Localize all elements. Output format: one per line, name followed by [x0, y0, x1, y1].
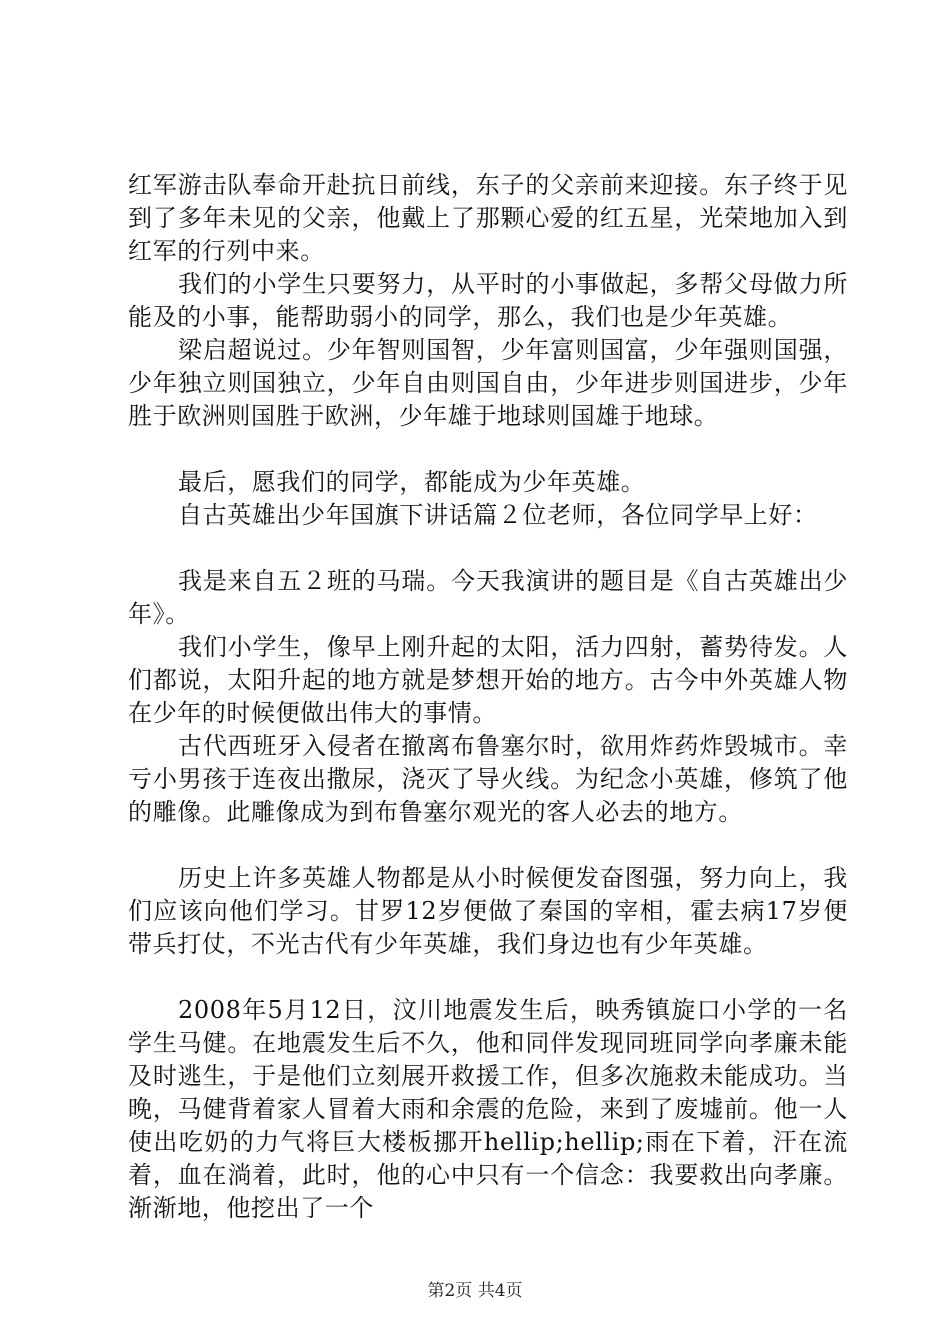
paragraph-speaker-intro: 我是来自五２班的马瑞。今天我演讲的题目是《自古英雄出少年》。 [128, 567, 848, 628]
paragraph-closing-wish: 最后，愿我们的同学，都能成为少年英雄。 [178, 468, 646, 496]
document-body [128, 169, 848, 1225]
paragraph-pupils-effort: 我们的小学生只要努力，从平时的小事做起，多帮父母做力所能及的小事，能帮助弱小的同学，那么，我们也是少年英雄。 [128, 270, 848, 331]
page-number-footer: 第2页 共4页 [427, 1281, 523, 1301]
paragraph-brussels-boy: 古代西班牙入侵者在撤离布鲁塞尔时，欲用炸药炸毁城市。幸亏小男孩于连夜出撒尿，浇灭了导火线。为纪念小英雄，修筑了他的雕像。此雕像成为到布鲁塞尔观光的客人必去的地方。 [128, 732, 848, 826]
paragraph-red-army: 红军游击队奉命开赴抗日前线，东子的父亲前来迎接。东子终于见到了多年未见的父亲，他戴上了那颗心爱的红五星，光荣地加入到红军的行列中来。 [128, 171, 848, 265]
paragraph-speech-title: 自古英雄出少年国旗下讲话篇２位老师，各位同学早上好： [178, 501, 818, 529]
paragraph-wenchuan-earthquake: 2008年5月12日，汶川地震发生后，映秀镇旋口小学的一名学生马健。在地震发生后不久，他和同伴发现同班同学向孝廉未能及时逃生，于是他们立刻展开救援工作，但多次施救未能成功。当晚，马健背着家人冒着大雨和余震的危险，来到了废墟前。他一人使出吃奶的力气将巨大楼板挪开hellip;hellip;雨在下着，汗在流着，血在淌着，此时，他的心中只有一个信念：我要救出向孝廉。渐渐地，他挖出了一个 [128, 996, 848, 1222]
paragraph-historic-heroes: 历史上许多英雄人物都是从小时候便发奋图强，努力向上，我们应该向他们学习。甘罗12岁便做了秦国的宰相，霍去病17岁便带兵打仗，不光古代有少年英雄，我们身边也有少年英雄。 [128, 864, 848, 958]
paragraph-rising-sun: 我们小学生，像早上刚升起的太阳，活力四射，蓄势待发。人们都说，太阳升起的地方就是梦想开始的地方。古今中外英雄人物在少年的时候便做出伟大的事情。 [128, 633, 848, 727]
paragraph-liang-qichao: 梁启超说过。少年智则国智，少年富则国富，少年强则国强，少年独立则国独立，少年自由则国自由，少年进步则国进步，少年胜于欧洲则国胜于欧洲，少年雄于地球则国雄于地球。 [128, 336, 848, 430]
